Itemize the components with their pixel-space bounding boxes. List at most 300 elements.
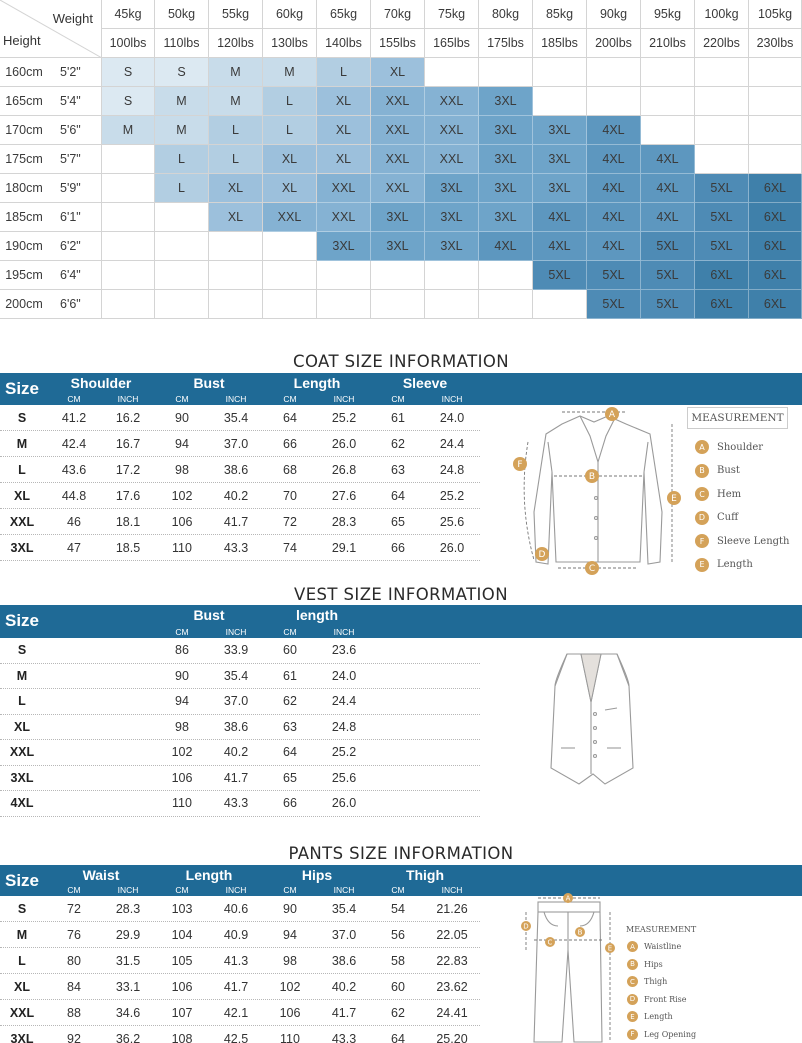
size-cell: 4XL [641, 174, 695, 203]
vest-table-row [0, 715, 480, 741]
svg-text:D: D [523, 922, 529, 931]
size-cell: M [209, 87, 263, 116]
coat-row-value: 41.2 [61, 411, 87, 425]
pants-row-value: 31.5 [115, 954, 141, 968]
weight-kg-cell: 95kg [641, 0, 695, 29]
coat-row-value: 17.6 [115, 489, 141, 503]
coat-row-value: 18.5 [115, 541, 141, 555]
weight-lbs-cell: 220lbs [695, 29, 749, 58]
size-cell: 6XL [749, 203, 802, 232]
size-cell: M [209, 58, 263, 87]
pants-row-size: S [17, 902, 27, 916]
coat-row-value: 72 [283, 515, 297, 529]
weight-lbs-cell: 200lbs [587, 29, 641, 58]
pants-row-value: 88 [67, 1006, 81, 1020]
pants-row-value: 106 [279, 1006, 301, 1020]
size-cell: XXL [371, 174, 425, 203]
pants-legend-label: Front Rise [644, 994, 687, 1004]
coat-row-value: 25.2 [331, 411, 357, 425]
coat-title: COAT SIZE INFORMATION [293, 352, 509, 371]
pants-unit-inch: INCH [117, 885, 139, 895]
size-cell [695, 116, 749, 145]
weight-kg-cell: 55kg [209, 0, 263, 29]
coat-row-value: 29.1 [331, 541, 357, 555]
coat-table-row [0, 509, 480, 535]
size-cell: 3XL [479, 174, 533, 203]
coat-unit-cm: CM [391, 394, 405, 404]
pants-row-size: 3XL [10, 1032, 34, 1043]
vest-table-row [0, 766, 480, 792]
pants-row-value: 41.7 [331, 1006, 357, 1020]
weight-kg-cell: 45kg [102, 0, 155, 29]
vest-row-size: S [17, 643, 27, 657]
svg-text:D: D [538, 550, 546, 560]
pants-row-value: 110 [280, 1032, 300, 1043]
coat-group-header: Sleeve [402, 375, 448, 391]
svg-text:F: F [517, 460, 523, 470]
size-cell: S [155, 58, 209, 87]
coat-header-band [0, 373, 802, 405]
pants-diagram [518, 892, 620, 1043]
size-cell: 3XL [371, 232, 425, 261]
size-cell [641, 87, 695, 116]
size-cell [641, 116, 695, 145]
size-cell: 4XL [587, 145, 641, 174]
coat-row-value: 28.3 [331, 515, 357, 529]
vest-table-row [0, 689, 480, 715]
size-cell: XL [371, 58, 425, 87]
coat-row-value: 16.7 [115, 437, 141, 451]
coat-row-size: XL [14, 489, 30, 503]
pants-row-value: 108 [171, 1032, 193, 1043]
size-cell: 3XL [533, 174, 587, 203]
coat-table-row [0, 405, 480, 431]
size-cell: XXL [425, 87, 479, 116]
size-cell: L [263, 87, 317, 116]
height-cm-cell: 165cm [0, 87, 48, 116]
height-ft-cell: 6'2" [48, 232, 102, 261]
coat-row-value: 43.6 [61, 463, 87, 477]
coat-row-value: 64 [283, 411, 297, 425]
svg-text:C: C [588, 564, 596, 574]
pants-row-value: 22.83 [436, 954, 468, 968]
coat-legend-dot: E [695, 558, 709, 572]
size-cell: 6XL [749, 232, 802, 261]
pants-group-header: Length [185, 867, 233, 883]
size-cell: XL [317, 116, 371, 145]
pants-legend-title: MEASUREMENT [626, 925, 697, 934]
size-cell: XXL [263, 203, 317, 232]
weight-kg-cell: 85kg [533, 0, 587, 29]
vest-row-value: 61 [283, 668, 297, 683]
vest-group-header: Bust [193, 607, 225, 623]
pants-legend-item [627, 976, 667, 987]
pants-unit-inch: INCH [225, 885, 247, 895]
coat-legend-item [695, 511, 738, 525]
vest-row-value: 35.4 [223, 668, 249, 683]
size-cell [695, 87, 749, 116]
size-cell: 5XL [641, 290, 695, 319]
size-cell: M [102, 116, 155, 145]
vest-row-value: 24.4 [331, 694, 357, 708]
height-cm-cell: 180cm [0, 174, 48, 203]
height-ft-cell: 5'9" [48, 174, 102, 203]
vest-row-value: 37.0 [223, 694, 249, 708]
svg-text:B: B [588, 472, 596, 482]
weight-lbs-cell: 175lbs [479, 29, 533, 58]
size-cell: XL [209, 174, 263, 203]
size-cell: 4XL [479, 232, 533, 261]
coat-legend-item [695, 487, 741, 501]
size-cell [102, 145, 155, 174]
pants-legend-item [627, 1011, 673, 1022]
pants-row-value: 41.3 [223, 954, 249, 968]
pants-size-header: Size [5, 871, 40, 890]
coat-unit-cm: CM [67, 394, 81, 404]
pants-row-value: 98 [283, 954, 297, 968]
coat-row-value: 98 [175, 463, 189, 477]
size-cell: S [102, 87, 155, 116]
pants-legend-label: Thigh [644, 977, 668, 986]
size-cell: 4XL [533, 203, 587, 232]
size-cell: 6XL [695, 290, 749, 319]
coat-legend-dot: C [695, 487, 709, 501]
coat-unit-cm: CM [283, 394, 297, 404]
weight-kg-cell: 70kg [371, 0, 425, 29]
size-cell [371, 290, 425, 319]
size-cell: 5XL [695, 174, 749, 203]
vest-row-size: 3XL [10, 770, 34, 785]
coat-row-value: 26.0 [331, 437, 357, 451]
vest-row-value: 41.7 [223, 770, 249, 785]
size-cell: 3XL [533, 145, 587, 174]
pants-row-value: 94 [283, 928, 297, 942]
coat-row-value: 41.7 [223, 515, 249, 529]
vest-unit-cm: CM [175, 627, 189, 637]
vest-header-band [0, 605, 802, 638]
pants-table-row [0, 1026, 480, 1043]
coat-row-value: 65 [391, 515, 405, 529]
size-cell [209, 290, 263, 319]
coat-row-size: 3XL [10, 541, 34, 555]
pants-group-header: Hips [301, 867, 333, 883]
pants-legend-dot: E [627, 1011, 638, 1022]
size-cell [695, 145, 749, 174]
coat-legend-item [695, 534, 790, 548]
coat-table-row [0, 535, 480, 561]
coat-row-value: 24.4 [439, 437, 465, 451]
size-cell [317, 290, 371, 319]
pants-legend-dot: D [627, 994, 638, 1005]
pants-table-row [0, 948, 480, 974]
vest-row-size: L [18, 694, 26, 708]
coat-unit-inch: INCH [333, 394, 355, 404]
pants-legend-item [627, 941, 681, 952]
corner-diagonal [0, 0, 102, 58]
coat-legend-item [695, 440, 763, 454]
pants-row-value: 36.2 [115, 1032, 141, 1043]
vest-table-row [0, 664, 480, 690]
pants-table-row [0, 974, 480, 1000]
pants-row-value: 40.2 [331, 980, 357, 994]
pants-row-value: 40.9 [223, 928, 249, 942]
pants-row-size: M [16, 928, 28, 942]
pants-row-value: 35.4 [331, 902, 357, 916]
size-cell: M [155, 87, 209, 116]
size-cell [263, 232, 317, 261]
size-cell: 3XL [425, 174, 479, 203]
vest-table-row [0, 740, 480, 766]
size-cell: 3XL [479, 116, 533, 145]
pants-row-value: 37.0 [331, 928, 357, 942]
height-header: Height [3, 33, 41, 48]
size-cell [479, 58, 533, 87]
weight-kg-cell: 80kg [479, 0, 533, 29]
height-ft-cell: 5'7" [48, 145, 102, 174]
coat-row-value: 90 [175, 411, 189, 425]
size-cell: 4XL [587, 203, 641, 232]
pants-row-value: 42.1 [223, 1006, 249, 1020]
svg-text:E: E [607, 944, 613, 953]
size-cell: 6XL [749, 290, 802, 319]
pants-legend-dot: A [627, 941, 638, 952]
pants-row-size: XXL [9, 1006, 35, 1020]
vest-row-value: 102 [171, 745, 193, 759]
height-cm-cell: 175cm [0, 145, 48, 174]
coat-legend-dot: D [695, 511, 709, 525]
size-cell [749, 58, 802, 87]
pants-unit-cm: CM [283, 885, 297, 895]
coat-row-value: 24.0 [439, 411, 465, 425]
height-ft-cell: 6'4" [48, 261, 102, 290]
coat-legend-label: Shoulder [717, 441, 764, 453]
coat-diagram [510, 402, 690, 580]
height-ft-cell: 5'4" [48, 87, 102, 116]
coat-row-value: 16.2 [115, 411, 141, 425]
size-cell [533, 58, 587, 87]
pants-row-value: 43.3 [331, 1032, 357, 1043]
size-cell: 5XL [695, 203, 749, 232]
pants-legend-item [627, 1029, 696, 1040]
coat-legend-dot: A [695, 440, 709, 454]
coat-row-value: 74 [283, 541, 297, 555]
pants-legend-item [627, 994, 687, 1005]
vest-row-value: 110 [172, 796, 192, 810]
height-ft-cell: 6'6" [48, 290, 102, 319]
coat-row-value: 110 [172, 541, 192, 555]
pants-row-value: 21.26 [436, 902, 468, 916]
size-cell: 6XL [695, 261, 749, 290]
coat-legend-label: Bust [717, 465, 740, 476]
vest-row-value: 64 [283, 745, 297, 759]
vest-unit-inch: INCH [225, 627, 247, 637]
size-cell [102, 290, 155, 319]
size-cell: XL [263, 174, 317, 203]
coat-row-size: L [18, 463, 26, 477]
weight-lbs-cell: 230lbs [749, 29, 802, 58]
size-cell: 4XL [641, 203, 695, 232]
size-cell [425, 290, 479, 319]
coat-group-header: Shoulder [70, 375, 132, 391]
vest-row-size: 4XL [10, 796, 34, 810]
coat-row-value: 25.2 [439, 489, 465, 503]
coat-unit-inch: INCH [225, 394, 247, 404]
coat-row-value: 18.1 [115, 515, 141, 529]
svg-text:E: E [671, 494, 677, 504]
coat-row-value: 42.4 [61, 437, 87, 451]
coat-legend-dot: B [695, 464, 709, 478]
height-cm-cell: 185cm [0, 203, 48, 232]
size-cell: 3XL [479, 87, 533, 116]
size-cell [263, 261, 317, 290]
size-cell: 4XL [587, 232, 641, 261]
coat-row-value: 40.2 [223, 489, 249, 503]
size-cell [425, 58, 479, 87]
pants-legend-label: Waistline [644, 942, 682, 951]
pants-legend-dot: C [627, 976, 638, 987]
coat-size-header: Size [5, 379, 40, 398]
size-cell: 3XL [317, 232, 371, 261]
pants-row-size: L [18, 954, 26, 968]
size-cell [102, 203, 155, 232]
pants-row-value: 54 [391, 902, 405, 916]
pants-row-value: 76 [67, 928, 81, 942]
size-cell [209, 261, 263, 290]
vest-row-value: 33.9 [223, 643, 249, 657]
pants-row-value: 29.9 [115, 928, 141, 942]
coat-legend-dot: F [695, 534, 709, 548]
size-cell: XL [317, 87, 371, 116]
coat-row-value: 102 [171, 489, 193, 503]
coat-row-value: 68 [283, 463, 297, 477]
coat-row-value: 25.6 [439, 515, 465, 529]
coat-legend-box [687, 407, 788, 429]
coat-row-size: S [17, 411, 27, 425]
size-cell [479, 290, 533, 319]
coat-row-value: 46 [67, 515, 81, 529]
size-cell [749, 116, 802, 145]
pants-row-value: 107 [171, 1006, 193, 1020]
size-cell [425, 261, 479, 290]
vest-diagram [545, 650, 639, 786]
pants-row-value: 105 [171, 954, 193, 968]
vest-row-value: 26.0 [331, 796, 357, 810]
size-cell [102, 174, 155, 203]
weight-lbs-cell: 120lbs [209, 29, 263, 58]
pants-row-value: 38.6 [331, 954, 357, 968]
vest-row-value: 25.6 [331, 770, 357, 785]
size-cell [533, 290, 587, 319]
pants-row-value: 106 [171, 980, 193, 994]
height-cm-cell: 160cm [0, 58, 48, 87]
weight-lbs-cell: 185lbs [533, 29, 587, 58]
weight-lbs-cell: 100lbs [102, 29, 155, 58]
pants-row-value: 84 [67, 980, 81, 994]
pants-row-value: 64 [391, 1032, 405, 1043]
weight-lbs-cell: 210lbs [641, 29, 695, 58]
coat-row-value: 37.0 [223, 437, 249, 451]
pants-legend-dot: B [627, 959, 638, 970]
size-cell: XXL [371, 145, 425, 174]
coat-row-value: 24.8 [439, 463, 465, 477]
coat-table-row [0, 431, 480, 457]
size-cell [749, 87, 802, 116]
size-cell [155, 232, 209, 261]
coat-legend-label: Cuff [717, 512, 739, 523]
coat-row-value: 26.0 [439, 541, 465, 555]
size-cell: XXL [425, 116, 479, 145]
vest-row-size: XXL [9, 745, 35, 759]
size-cell: L [317, 58, 371, 87]
size-cell [641, 58, 695, 87]
size-cell: 5XL [533, 261, 587, 290]
pants-row-value: 56 [391, 928, 405, 942]
pants-row-value: 33.1 [115, 980, 141, 994]
weight-kg-cell: 90kg [587, 0, 641, 29]
height-cm-cell: 190cm [0, 232, 48, 261]
vest-group-header: length [296, 607, 338, 623]
pants-legend-item [627, 959, 663, 970]
weight-lbs-cell: 110lbs [155, 29, 209, 58]
size-cell [155, 261, 209, 290]
coat-row-value: 70 [283, 489, 297, 503]
size-cell [479, 261, 533, 290]
pants-group-header: Waist [82, 867, 120, 883]
size-cell: XL [317, 145, 371, 174]
size-cell: 3XL [479, 203, 533, 232]
size-cell: XXL [317, 174, 371, 203]
size-cell: XXL [317, 203, 371, 232]
pants-unit-cm: CM [67, 885, 81, 895]
pants-row-value: 24.41 [436, 1006, 468, 1020]
weight-lbs-cell: 130lbs [263, 29, 317, 58]
coat-unit-inch: INCH [117, 394, 139, 404]
size-cell: 5XL [587, 290, 641, 319]
pants-row-value: 40.6 [223, 902, 249, 916]
pants-row-value: 25.20 [436, 1032, 468, 1043]
size-cell [533, 87, 587, 116]
pants-legend-dot: F [627, 1029, 638, 1040]
vest-row-value: 25.2 [331, 745, 357, 759]
vest-row-value: 38.6 [223, 719, 249, 734]
vest-row-value: 24.8 [331, 719, 357, 734]
height-cm-cell: 195cm [0, 261, 48, 290]
size-cell: 6XL [749, 261, 802, 290]
pants-row-value: 62 [391, 1006, 405, 1020]
height-cm-cell: 170cm [0, 116, 48, 145]
pants-row-size: XL [14, 980, 30, 994]
pants-unit-cm: CM [391, 885, 405, 895]
coat-row-value: 66 [391, 541, 405, 555]
coat-legend-title: MEASUREMENT [691, 412, 784, 424]
grid-corner [0, 0, 102, 58]
vest-row-value: 66 [283, 796, 297, 810]
pants-group-header: Thigh [405, 867, 445, 883]
vest-row-value: 60 [283, 643, 297, 657]
height-ft-cell: 6'1" [48, 203, 102, 232]
coat-row-value: 47 [67, 541, 81, 555]
pants-row-value: 28.3 [115, 902, 141, 916]
size-cell [587, 58, 641, 87]
size-cell: 5XL [641, 261, 695, 290]
size-cell [263, 290, 317, 319]
coat-legend-item [695, 464, 740, 478]
pants-row-value: 90 [283, 902, 297, 916]
size-cell: XL [209, 203, 263, 232]
size-cell: 5XL [695, 232, 749, 261]
size-cell: S [102, 58, 155, 87]
size-cell: 3XL [425, 203, 479, 232]
